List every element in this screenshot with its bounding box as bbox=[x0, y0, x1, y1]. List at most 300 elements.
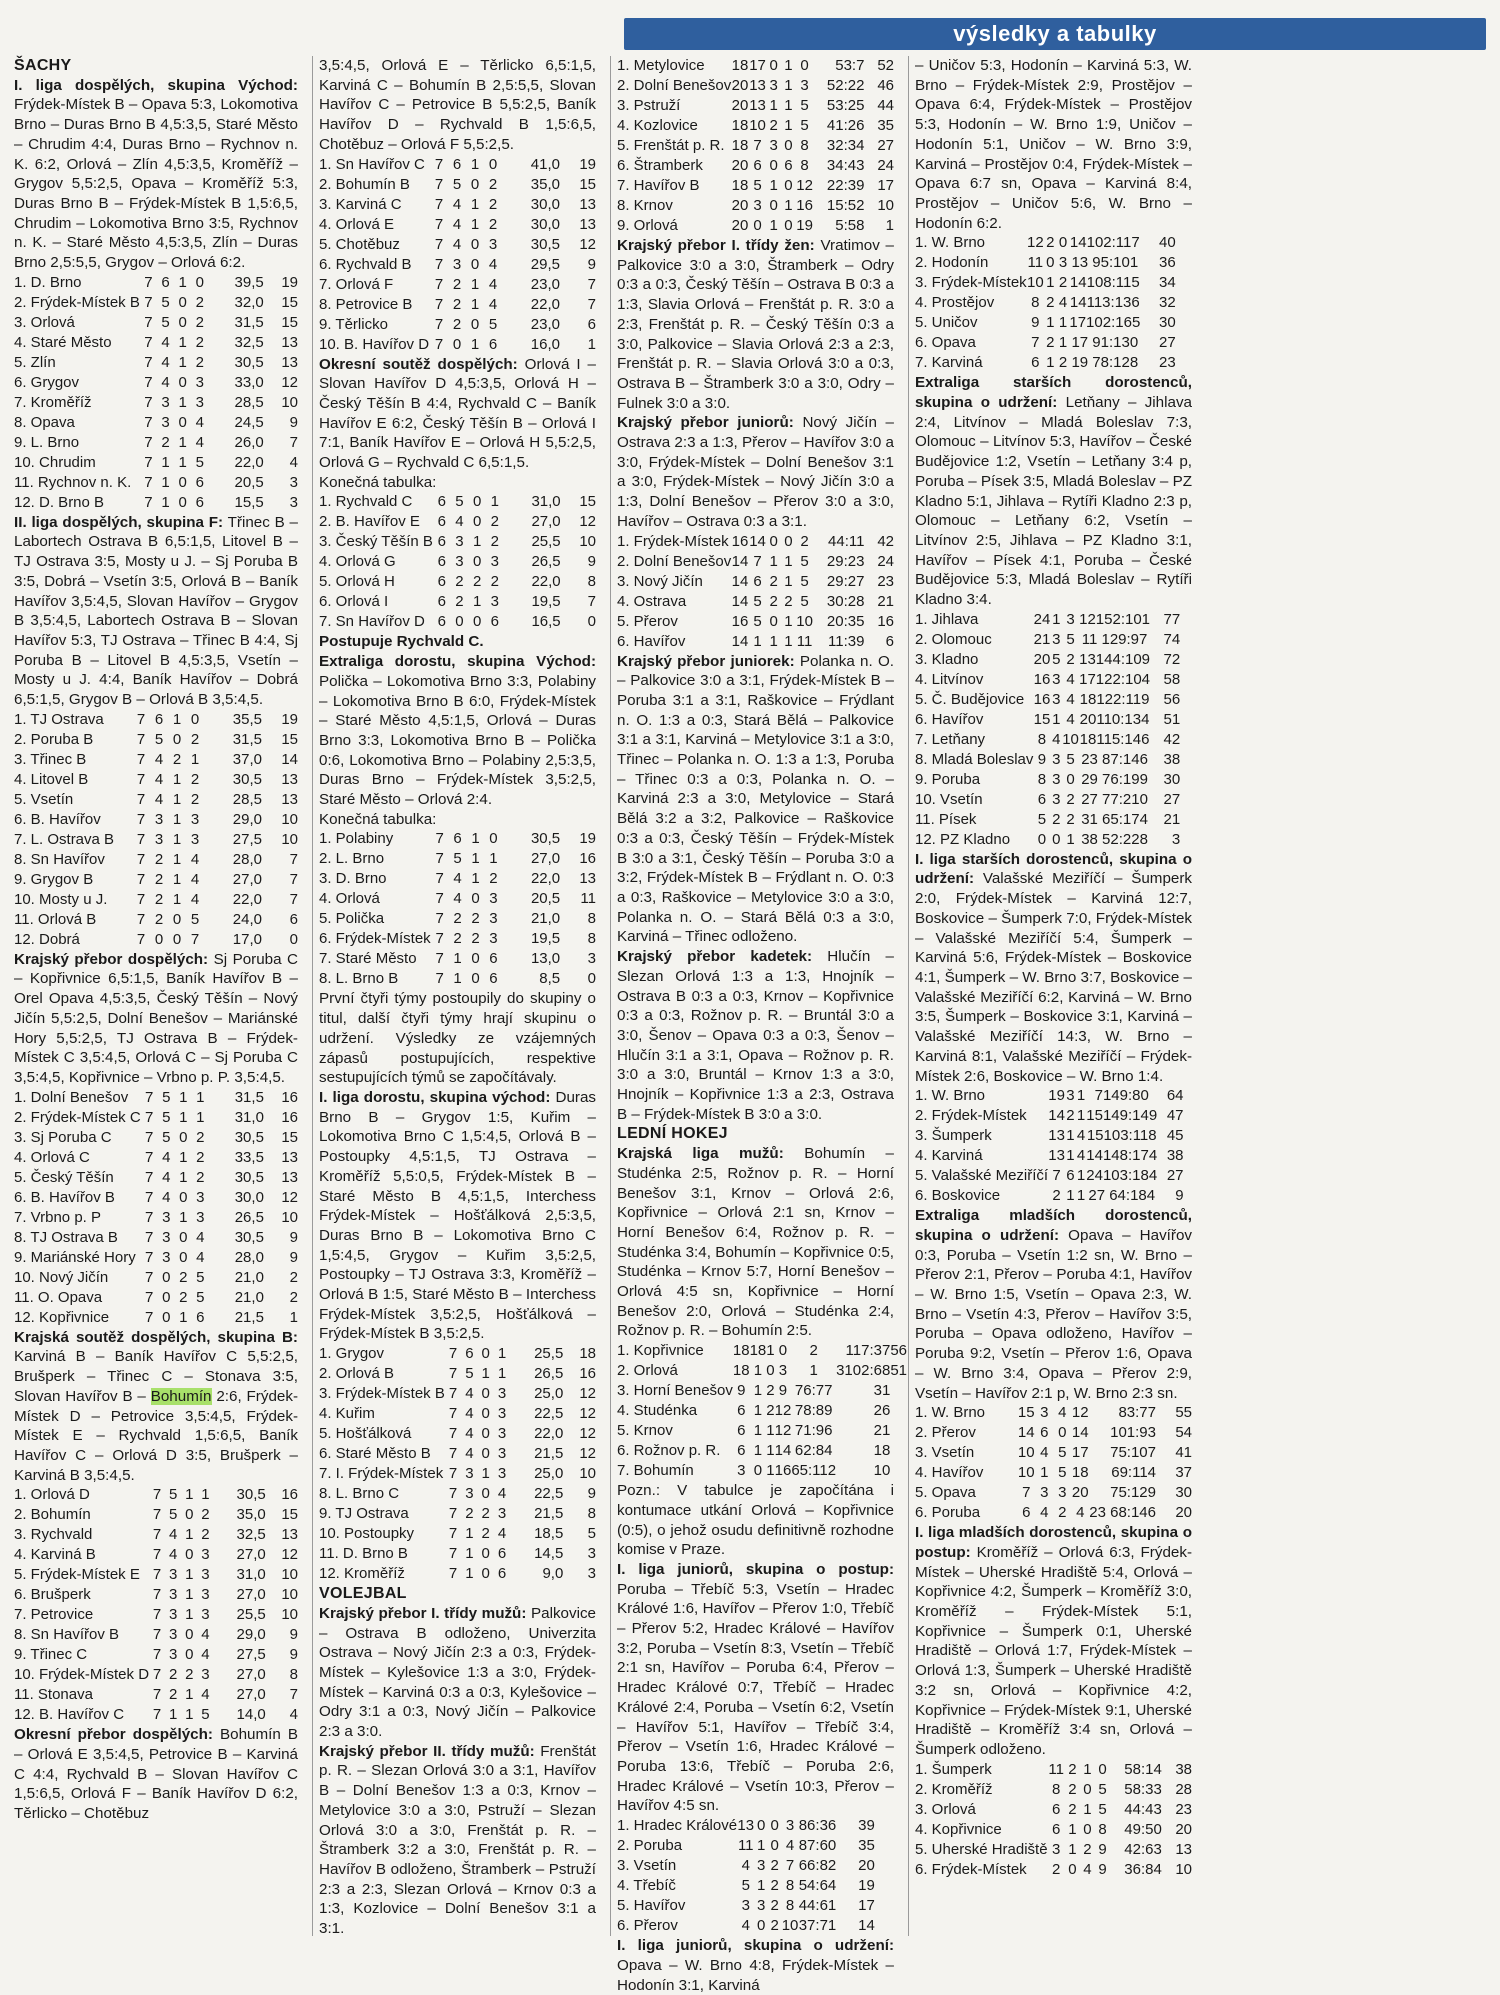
stat-cell: 18 bbox=[732, 1342, 750, 1360]
team-name-cell: 5. Frenštát p. R. bbox=[617, 137, 725, 154]
stat-cell: 10 bbox=[796, 612, 813, 630]
stat-cell: 7 bbox=[136, 710, 146, 728]
stat-cell: 0 bbox=[481, 1485, 490, 1503]
stat-cell: 15 bbox=[281, 1506, 298, 1524]
competition-title: II. liga dospělých, skupina F: bbox=[14, 513, 224, 531]
team-name-cell: 4. Orlová C bbox=[14, 1148, 90, 1166]
stat-cell bbox=[875, 1876, 894, 1896]
stat-cell: 14108:115 bbox=[1069, 274, 1140, 292]
stat-cell: 2 bbox=[784, 592, 793, 610]
stat-cell: 8 bbox=[1037, 770, 1047, 788]
team-name-cell: 8. L. Brno B bbox=[319, 970, 399, 988]
team-name-cell: 2. Frýdek-Místek C bbox=[14, 1108, 141, 1126]
column-4 bbox=[908, 56, 1192, 1936]
stat-cell: 4 bbox=[161, 353, 170, 371]
stat-cell: 30,5 bbox=[232, 770, 262, 788]
stat-cell: 16 bbox=[877, 612, 894, 630]
results-text: Valašské Meziříčí – Šumperk 2:0, Frýdek-Místek – Karviná 12:7, Boskovice – Šumperk 7:0, Frýdek-Místek – Valašské Meziříčí 5:4, Šumperk – Karviná 5:6, Frýdek-Místek – Boskovice 4:1, Šumperk – W. Brno 3:7, Boskovice – Valašské Meziříčí 6:2, Karviná – W. Brno 3:5, Šumperk – Boskovice 3:1, Karviná – Valašské Meziříčí 14:3, W. Brno – Karviná 8:1, Valašské Meziříčí – Frýdek-Místek 2:6, Boskovice – W. Brno 1:4. bbox=[915, 870, 1192, 1085]
team-name-cell: 6. Havířov bbox=[915, 710, 984, 728]
team-name-cell: 7. Sn Havířov D bbox=[319, 613, 425, 631]
stat-cell bbox=[1180, 790, 1192, 810]
stat-cell: 39,5 bbox=[234, 273, 264, 291]
stat-cell: 24103:184 bbox=[1086, 1167, 1158, 1185]
stat-cell: 2 bbox=[770, 1917, 779, 1935]
stat-cell bbox=[890, 1421, 907, 1441]
stat-cell: 8 bbox=[1031, 294, 1040, 312]
stat-cell: 22,0 bbox=[530, 870, 561, 888]
stat-cell: 13 bbox=[281, 353, 298, 371]
stat-cell: 6 bbox=[490, 613, 499, 631]
stat-cell: 0 bbox=[753, 217, 762, 234]
team-name-cell: 1. Kopřivnice bbox=[617, 1342, 704, 1360]
stat-cell: 1 bbox=[471, 850, 480, 868]
stat-cell: 5 bbox=[753, 592, 762, 610]
stat-cell: 0 bbox=[756, 1917, 766, 1935]
stat-cell: 0 bbox=[185, 1506, 194, 1524]
table-row bbox=[617, 1836, 894, 1856]
stat-cell: 0 bbox=[769, 157, 778, 174]
stat-cell: 4 bbox=[1040, 1504, 1049, 1522]
results-paragraph bbox=[617, 1560, 894, 1816]
stat-cell: 3 bbox=[201, 1666, 210, 1684]
stat-cell: 1 bbox=[172, 850, 182, 868]
stat-cell: 0 bbox=[471, 890, 480, 908]
team-name-cell: 8. Mladá Boleslav bbox=[915, 750, 1034, 768]
stat-cell: 0 bbox=[178, 373, 187, 391]
stat-cell: 77 bbox=[1163, 610, 1181, 628]
stat-cell: 4 bbox=[452, 215, 462, 233]
stat-cell bbox=[1180, 770, 1192, 790]
stat-cell: 7 bbox=[289, 850, 298, 868]
stat-cell: 3 bbox=[497, 1405, 507, 1423]
stat-cell: 1 bbox=[178, 273, 187, 291]
stat-cell: 1 bbox=[489, 850, 498, 868]
stat-cell: 6 bbox=[587, 315, 596, 333]
stat-cell: 7 bbox=[448, 1485, 458, 1503]
stat-cell: 41:26 bbox=[826, 117, 865, 134]
stat-cell: 0 bbox=[185, 1546, 194, 1564]
stat-cell bbox=[1180, 670, 1192, 690]
stat-cell: 0 bbox=[481, 1405, 490, 1423]
stat-cell bbox=[1180, 750, 1192, 770]
stat-cell: 7 bbox=[136, 770, 146, 788]
results-paragraph bbox=[319, 652, 596, 810]
stat-cell: 1 bbox=[784, 117, 793, 134]
stat-cell: 3 bbox=[455, 553, 464, 571]
stat-cell: 3 bbox=[587, 950, 596, 968]
standings-table bbox=[915, 610, 1192, 850]
results-paragraph bbox=[14, 950, 298, 1088]
competition-title: Krajská liga mužů: bbox=[617, 1145, 784, 1163]
table-row bbox=[915, 690, 1192, 710]
stat-cell: 5 bbox=[169, 1506, 178, 1524]
stat-cell: 41 bbox=[1175, 1444, 1192, 1462]
stat-cell: 0 bbox=[472, 493, 482, 511]
stat-cell: 1 bbox=[1083, 1760, 1092, 1778]
standings-table bbox=[915, 233, 1192, 373]
stat-cell: 23,0 bbox=[530, 315, 560, 333]
team-name-cell: 2. Kroměříž bbox=[915, 1780, 993, 1798]
stat-cell: 3 bbox=[769, 137, 778, 154]
table-row bbox=[14, 930, 298, 950]
results-text: Opava – Havířov 0:3, Poruba – Vsetín 1:2 sn, W. Brno – Přerov 2:1, Přerov – Poruba 4:1, Havířov – W. Brno 1:5, Vsetín – Opava 2:3, W. Brno – Vsetín 4:3, Přerov – Havířov 3:5, Poruba – Opava odloženo, Havířov – Poruba 9:2, Vsetín – Přerov 1:6, Opava – W. Brno 3:4, Opava – Přerov 2:9, Vsetín – Havířov 2:1 p, W. Brno 2:3 sn. bbox=[915, 1226, 1192, 1402]
team-name-cell: 10. Frýdek-Místek D bbox=[14, 1666, 150, 1684]
stat-cell: 8 bbox=[587, 910, 596, 928]
stat-cell: 28,5 bbox=[232, 790, 262, 808]
stat-cell: 30 bbox=[1163, 770, 1181, 788]
stat-cell: 0 bbox=[769, 197, 778, 214]
stat-cell: 2 bbox=[1066, 650, 1075, 668]
stat-cell: 27,0 bbox=[236, 1666, 266, 1684]
team-name-cell: 6. Frýdek-Místek bbox=[915, 1860, 1027, 1878]
stat-cell: 7 bbox=[145, 1188, 154, 1206]
stat-cell: 9 bbox=[1031, 314, 1040, 332]
stat-cell: 5 bbox=[753, 612, 762, 630]
stat-cell: 1 bbox=[470, 195, 480, 213]
stat-cell bbox=[1176, 333, 1192, 353]
stat-cell: 7 bbox=[435, 850, 444, 868]
stat-cell: 4 bbox=[161, 373, 170, 391]
stat-cell: 6 bbox=[1066, 1167, 1075, 1185]
competition-title: Krajská soutěž dospělých, skupina B: bbox=[14, 1328, 298, 1346]
stat-cell: 2 bbox=[1058, 354, 1068, 372]
stat-cell: 44:61 bbox=[798, 1897, 837, 1915]
stat-cell: 2 bbox=[172, 750, 182, 768]
team-name-cell: 12. Kroměříž bbox=[319, 1565, 405, 1583]
stat-cell: 9 bbox=[289, 1626, 298, 1644]
competition-title: Krajský přebor kadetek: bbox=[617, 948, 813, 966]
results-paragraph bbox=[915, 1206, 1192, 1403]
stat-cell: 31,5 bbox=[234, 1088, 264, 1106]
team-name-cell: 3. Frýdek-Místek bbox=[915, 274, 1027, 292]
stat-cell: 32:34 bbox=[826, 137, 865, 154]
stat-cell: 4 bbox=[465, 1425, 474, 1443]
stat-cell bbox=[1180, 610, 1192, 630]
team-name-cell: 1. Polabiny bbox=[319, 830, 394, 848]
stat-cell: 71:96 bbox=[794, 1422, 833, 1440]
stat-cell: 4 bbox=[154, 770, 164, 788]
stat-cell: 3 bbox=[497, 1425, 507, 1443]
table-row bbox=[14, 1665, 298, 1685]
team-name-cell: 4. Ostrava bbox=[617, 592, 687, 610]
stat-cell: 54:64 bbox=[798, 1877, 837, 1895]
team-name-cell: 5. Přerov bbox=[617, 612, 678, 630]
stat-cell: 27,0 bbox=[236, 1586, 266, 1604]
stat-cell: 2 bbox=[1052, 1860, 1061, 1878]
results-paragraph bbox=[14, 513, 298, 710]
stat-cell: 7 bbox=[434, 255, 444, 273]
stat-cell: 0 bbox=[769, 57, 778, 74]
stat-cell: 0 bbox=[185, 1646, 194, 1664]
table-row bbox=[319, 909, 596, 929]
highlighted-team: Bohumín bbox=[150, 1387, 212, 1405]
table-row bbox=[14, 273, 298, 293]
team-name-cell: 7. I. Frýdek-Místek bbox=[319, 1465, 444, 1483]
stat-cell: 10 bbox=[749, 117, 766, 134]
team-name-cell: 7. Staré Město bbox=[319, 950, 417, 968]
stat-cell: 0 bbox=[289, 930, 298, 948]
stat-cell: 14 bbox=[749, 532, 766, 550]
stat-cell: 0 bbox=[766, 1362, 775, 1380]
table-row bbox=[617, 1341, 907, 1361]
stat-cell: 7 bbox=[435, 970, 444, 988]
stat-cell: 3 bbox=[497, 1445, 507, 1463]
stat-cell: 17102:165 bbox=[1069, 314, 1141, 332]
stat-cell: 15 bbox=[281, 730, 298, 748]
results-text: Hlučín – Slezan Orlová 1:3 a 1:3, Hnojník – Ostrava B 0:3 a 0:3, Krnov – Kopřivnice 0:3 a 0:3, Rožnov p. R. – Bruntál 3:0 a 3:0, Šenov – Opava 0:3 a 0:3, Šenov – Hlučín 3:1 a 3:1, Opava – Rožnov p. R. 3:0 a 3:0, Bruntál – Krnov 1:3 a 3:0, Hnojník – Kopřivnice 1:3 a 2:3, Ostrava B – Frýdek-Místek B 3:0 a 3:0. bbox=[617, 948, 894, 1123]
stat-cell: 1 bbox=[784, 197, 793, 214]
stat-cell: 8 bbox=[1052, 1780, 1061, 1798]
stat-cell: 2 bbox=[481, 1525, 490, 1543]
stat-cell: 3 bbox=[1052, 670, 1061, 688]
stat-cell: 10 bbox=[1062, 730, 1079, 748]
stat-cell: 12 bbox=[774, 1402, 792, 1420]
table-row bbox=[319, 155, 596, 175]
team-name-cell: 6. Frýdek-Místek bbox=[319, 930, 431, 948]
team-name-cell: 3. Nový Jičín bbox=[617, 572, 703, 590]
stat-cell: 17 bbox=[1071, 1444, 1089, 1462]
results-paragraph bbox=[915, 1523, 1192, 1759]
results-text: Letňany – Jihlava 2:4, Litvínov – Mladá Boleslav 7:3, Olomouc – Litvínov 5:3, Havířov – České Budějovice 1:2, Vsetín – Letňany 3:4 p, Poruba – Písek 3:5, Mladá Boleslav – PZ Kladno 5:1, Jihlava – Rytíři Kladno 2:3 p, Olomouc – Letňany 6:2, Vsetín – Litvínov 2:5, Jihlava – PZ Kladno 3:1, Havířov – Písek 4:1, Poruba – České Budějovice 5:3, Mladá Boleslav – Rytíři Kladno 3:4. bbox=[915, 394, 1192, 609]
stat-cell: 0 bbox=[172, 910, 182, 928]
stat-cell: 4 bbox=[455, 513, 464, 531]
stat-cell: 3 bbox=[1058, 254, 1068, 272]
team-name-cell: 11. Písek bbox=[915, 810, 977, 828]
standings-table bbox=[915, 1760, 1192, 1880]
stat-cell: 7 bbox=[587, 295, 596, 313]
stat-cell: 9 bbox=[289, 1646, 298, 1664]
stat-cell: 56 bbox=[1163, 690, 1181, 708]
table-row bbox=[14, 1645, 298, 1665]
stat-cell: 4 bbox=[741, 1857, 750, 1875]
stat-cell: 6 bbox=[452, 155, 462, 173]
stat-cell: 2 bbox=[1066, 790, 1075, 808]
stat-cell: 14,0 bbox=[236, 1706, 266, 1724]
stat-cell: 13 bbox=[281, 1526, 298, 1544]
stat-cell: 8 bbox=[785, 1877, 795, 1895]
stat-cell: 37 bbox=[1175, 1464, 1192, 1482]
results-text: 2:6, Frýdek-Místek D – Petrovice 3,5:4,5, Frýdek-Místek E – Rychvald 1,5:6,5, Baník Havířov C – Orlová D 3:5, Brušperk – Karviná B 3,5:4,5. bbox=[14, 1387, 299, 1484]
stat-cell: 2 bbox=[452, 275, 462, 293]
stat-cell: 5 bbox=[800, 117, 809, 134]
stat-cell bbox=[875, 1916, 894, 1936]
stat-cell: 1 bbox=[172, 870, 182, 888]
table-row bbox=[14, 353, 298, 373]
stat-cell: 5 bbox=[488, 315, 498, 333]
stat-cell: 7 bbox=[448, 1345, 458, 1363]
table-row bbox=[319, 235, 596, 255]
stat-cell: 2 bbox=[453, 930, 462, 948]
stat-cell: 7 bbox=[145, 1288, 154, 1306]
team-name-cell: 5. Krnov bbox=[617, 1422, 673, 1440]
stat-cell: 19 bbox=[1048, 1087, 1065, 1105]
stat-cell: 51 bbox=[1163, 710, 1181, 728]
results-paragraph bbox=[319, 473, 596, 493]
stat-cell: 22,0 bbox=[234, 453, 264, 471]
stat-cell: 2 bbox=[1066, 810, 1075, 828]
stat-cell bbox=[1176, 273, 1192, 293]
stat-cell: 7 bbox=[289, 1686, 298, 1704]
stat-cell: 5 bbox=[587, 1525, 596, 1543]
team-name-cell: 3. Český Těšín B bbox=[319, 533, 433, 551]
stat-cell: 9 bbox=[587, 553, 596, 571]
table-row bbox=[319, 1564, 596, 1584]
stat-cell bbox=[1184, 1106, 1192, 1126]
stat-cell: 26,0 bbox=[234, 433, 264, 451]
stat-cell: 1 bbox=[769, 97, 778, 114]
stat-cell: 35,0 bbox=[530, 175, 560, 193]
stat-cell: 1 bbox=[753, 1442, 763, 1460]
stat-cell: 1 bbox=[1083, 1800, 1092, 1818]
stat-cell: 0 bbox=[778, 1342, 788, 1360]
stat-cell: 2 bbox=[471, 910, 480, 928]
stat-cell bbox=[1184, 1166, 1192, 1186]
stat-cell: 4 bbox=[190, 870, 200, 888]
stat-cell: 0 bbox=[1058, 1424, 1067, 1442]
stat-cell: 74 bbox=[1163, 630, 1181, 648]
stat-cell: 5 bbox=[1037, 810, 1047, 828]
table-row bbox=[319, 215, 596, 235]
stat-cell: 5 bbox=[753, 177, 762, 194]
team-name-cell: 8. Petrovice B bbox=[319, 295, 413, 313]
stat-cell: 27,0 bbox=[236, 1686, 266, 1704]
stat-cell: 21,5 bbox=[534, 1505, 564, 1523]
stat-cell: 16 bbox=[281, 1486, 298, 1504]
table-row bbox=[319, 1504, 596, 1524]
stat-cell: 4 bbox=[195, 433, 204, 451]
stat-cell: 4 bbox=[289, 453, 298, 471]
stat-cell: 10 bbox=[281, 810, 298, 828]
stat-cell: 27,0 bbox=[232, 870, 262, 888]
results-paragraph bbox=[319, 1742, 596, 1939]
results-text: Konečná tabulka: bbox=[319, 810, 437, 828]
stat-cell: 23 bbox=[877, 572, 894, 590]
team-name-cell: 9. TJ Ostrava bbox=[319, 1505, 409, 1523]
table-row bbox=[915, 1463, 1192, 1483]
team-name-cell: 7. Kroměříž bbox=[14, 393, 92, 411]
stat-cell: 10 bbox=[281, 1586, 298, 1604]
table-row bbox=[319, 592, 596, 612]
stat-cell: 14113:136 bbox=[1069, 294, 1140, 312]
stat-cell: 19 78:128 bbox=[1071, 354, 1139, 372]
stat-cell: 18 bbox=[1071, 1464, 1089, 1482]
stat-cell: 16 bbox=[796, 197, 813, 214]
table-row bbox=[915, 1166, 1192, 1186]
stat-cell: 22,0 bbox=[531, 573, 561, 591]
stat-cell: 9 bbox=[737, 1382, 746, 1400]
stat-cell: 3 bbox=[587, 1565, 596, 1583]
table-row bbox=[617, 532, 894, 552]
competition-title: Extraliga starších dorostenců, skupina o udržení: bbox=[915, 374, 1192, 412]
stat-cell: 29 76:199 bbox=[1081, 770, 1148, 788]
team-name-cell: 1. Grygov bbox=[319, 1345, 385, 1363]
team-name-cell: 1. Hradec Králové bbox=[617, 1817, 738, 1835]
stat-cell: 4 bbox=[1066, 710, 1075, 728]
team-name-cell: 3. Vsetín bbox=[915, 1444, 975, 1462]
table-row bbox=[319, 532, 596, 552]
table-row bbox=[319, 1364, 596, 1384]
stat-cell: 1 bbox=[178, 433, 187, 451]
stat-cell: 15 bbox=[1017, 1404, 1035, 1422]
stat-cell: 32,5 bbox=[236, 1526, 266, 1544]
competition-title: I. liga dorostu, skupina východ: bbox=[319, 1088, 551, 1106]
stat-cell: 7 bbox=[448, 1425, 458, 1443]
stat-cell: 20 bbox=[731, 77, 749, 94]
stat-cell: 1 bbox=[1076, 1107, 1086, 1125]
stat-cell: 13 bbox=[579, 870, 596, 888]
table-row bbox=[617, 56, 894, 76]
stat-cell: 2 bbox=[481, 1505, 490, 1523]
stat-cell: 5 bbox=[1098, 1780, 1107, 1798]
team-name-cell: 3. Orlová bbox=[14, 313, 75, 331]
stat-cell: 15 bbox=[281, 1128, 298, 1146]
table-row bbox=[915, 1780, 1192, 1800]
team-name-cell: 4. Třebíč bbox=[617, 1877, 676, 1895]
table-row bbox=[319, 1384, 596, 1404]
stat-cell: 2 bbox=[455, 593, 464, 611]
newspaper-page bbox=[14, 18, 1486, 1994]
stat-cell: 9 bbox=[289, 1228, 298, 1246]
stat-cell: 33,5 bbox=[234, 1148, 264, 1166]
stat-cell: 13144:109 bbox=[1079, 650, 1151, 668]
stat-cell: 7 bbox=[448, 1545, 458, 1563]
table-row bbox=[319, 829, 596, 849]
stat-cell: 7 bbox=[136, 930, 146, 948]
team-name-cell: 5. Hošťálková bbox=[319, 1425, 412, 1443]
stat-cell: 7 bbox=[145, 1248, 154, 1266]
stat-cell: 5 bbox=[455, 493, 464, 511]
stat-cell: 0 bbox=[154, 930, 164, 948]
stat-cell: 2 bbox=[1068, 1780, 1077, 1798]
stat-cell: 86:36 bbox=[798, 1817, 837, 1835]
stat-cell: 3 bbox=[778, 1362, 788, 1380]
stat-cell: 1 bbox=[1046, 354, 1055, 372]
table-row bbox=[14, 1208, 298, 1228]
stat-cell: 21,0 bbox=[234, 1288, 264, 1306]
stat-cell: 7 bbox=[434, 235, 444, 253]
stat-cell: 0 bbox=[481, 1345, 490, 1363]
stat-cell: 3 bbox=[195, 393, 204, 411]
stat-cell: 13 bbox=[749, 77, 766, 94]
stat-cell: 7 bbox=[753, 137, 762, 154]
stat-cell: 7 bbox=[145, 1208, 154, 1226]
stat-cell: 7 bbox=[136, 790, 146, 808]
stat-cell: 0 bbox=[769, 532, 778, 550]
stat-cell: 1 bbox=[178, 333, 187, 351]
stat-cell bbox=[890, 1441, 907, 1461]
results-paragraph bbox=[319, 810, 596, 830]
stat-cell: 1 bbox=[289, 1308, 298, 1326]
table-row bbox=[617, 1401, 907, 1421]
stat-cell: 2 bbox=[471, 930, 480, 948]
table-row bbox=[319, 492, 596, 512]
team-name-cell: 2. Dolní Benešov bbox=[617, 552, 732, 570]
stat-cell: 7 bbox=[435, 930, 444, 948]
stat-cell: 7 bbox=[1031, 334, 1040, 352]
stat-cell: 0 bbox=[481, 1425, 490, 1443]
stat-cell: 31 bbox=[873, 1382, 891, 1400]
stat-cell bbox=[890, 1401, 907, 1421]
stat-cell: 27,0 bbox=[236, 1546, 266, 1564]
stat-cell: 7 bbox=[136, 870, 146, 888]
stat-cell: 1 bbox=[784, 552, 793, 570]
team-name-cell: 7. Bohumín bbox=[617, 1462, 694, 1480]
stat-cell: 7 bbox=[1052, 1167, 1061, 1185]
stat-cell: 7 bbox=[448, 1405, 458, 1423]
stat-cell: 10 bbox=[281, 393, 298, 411]
table-row bbox=[14, 1585, 298, 1605]
stat-cell: 3 bbox=[161, 413, 170, 431]
